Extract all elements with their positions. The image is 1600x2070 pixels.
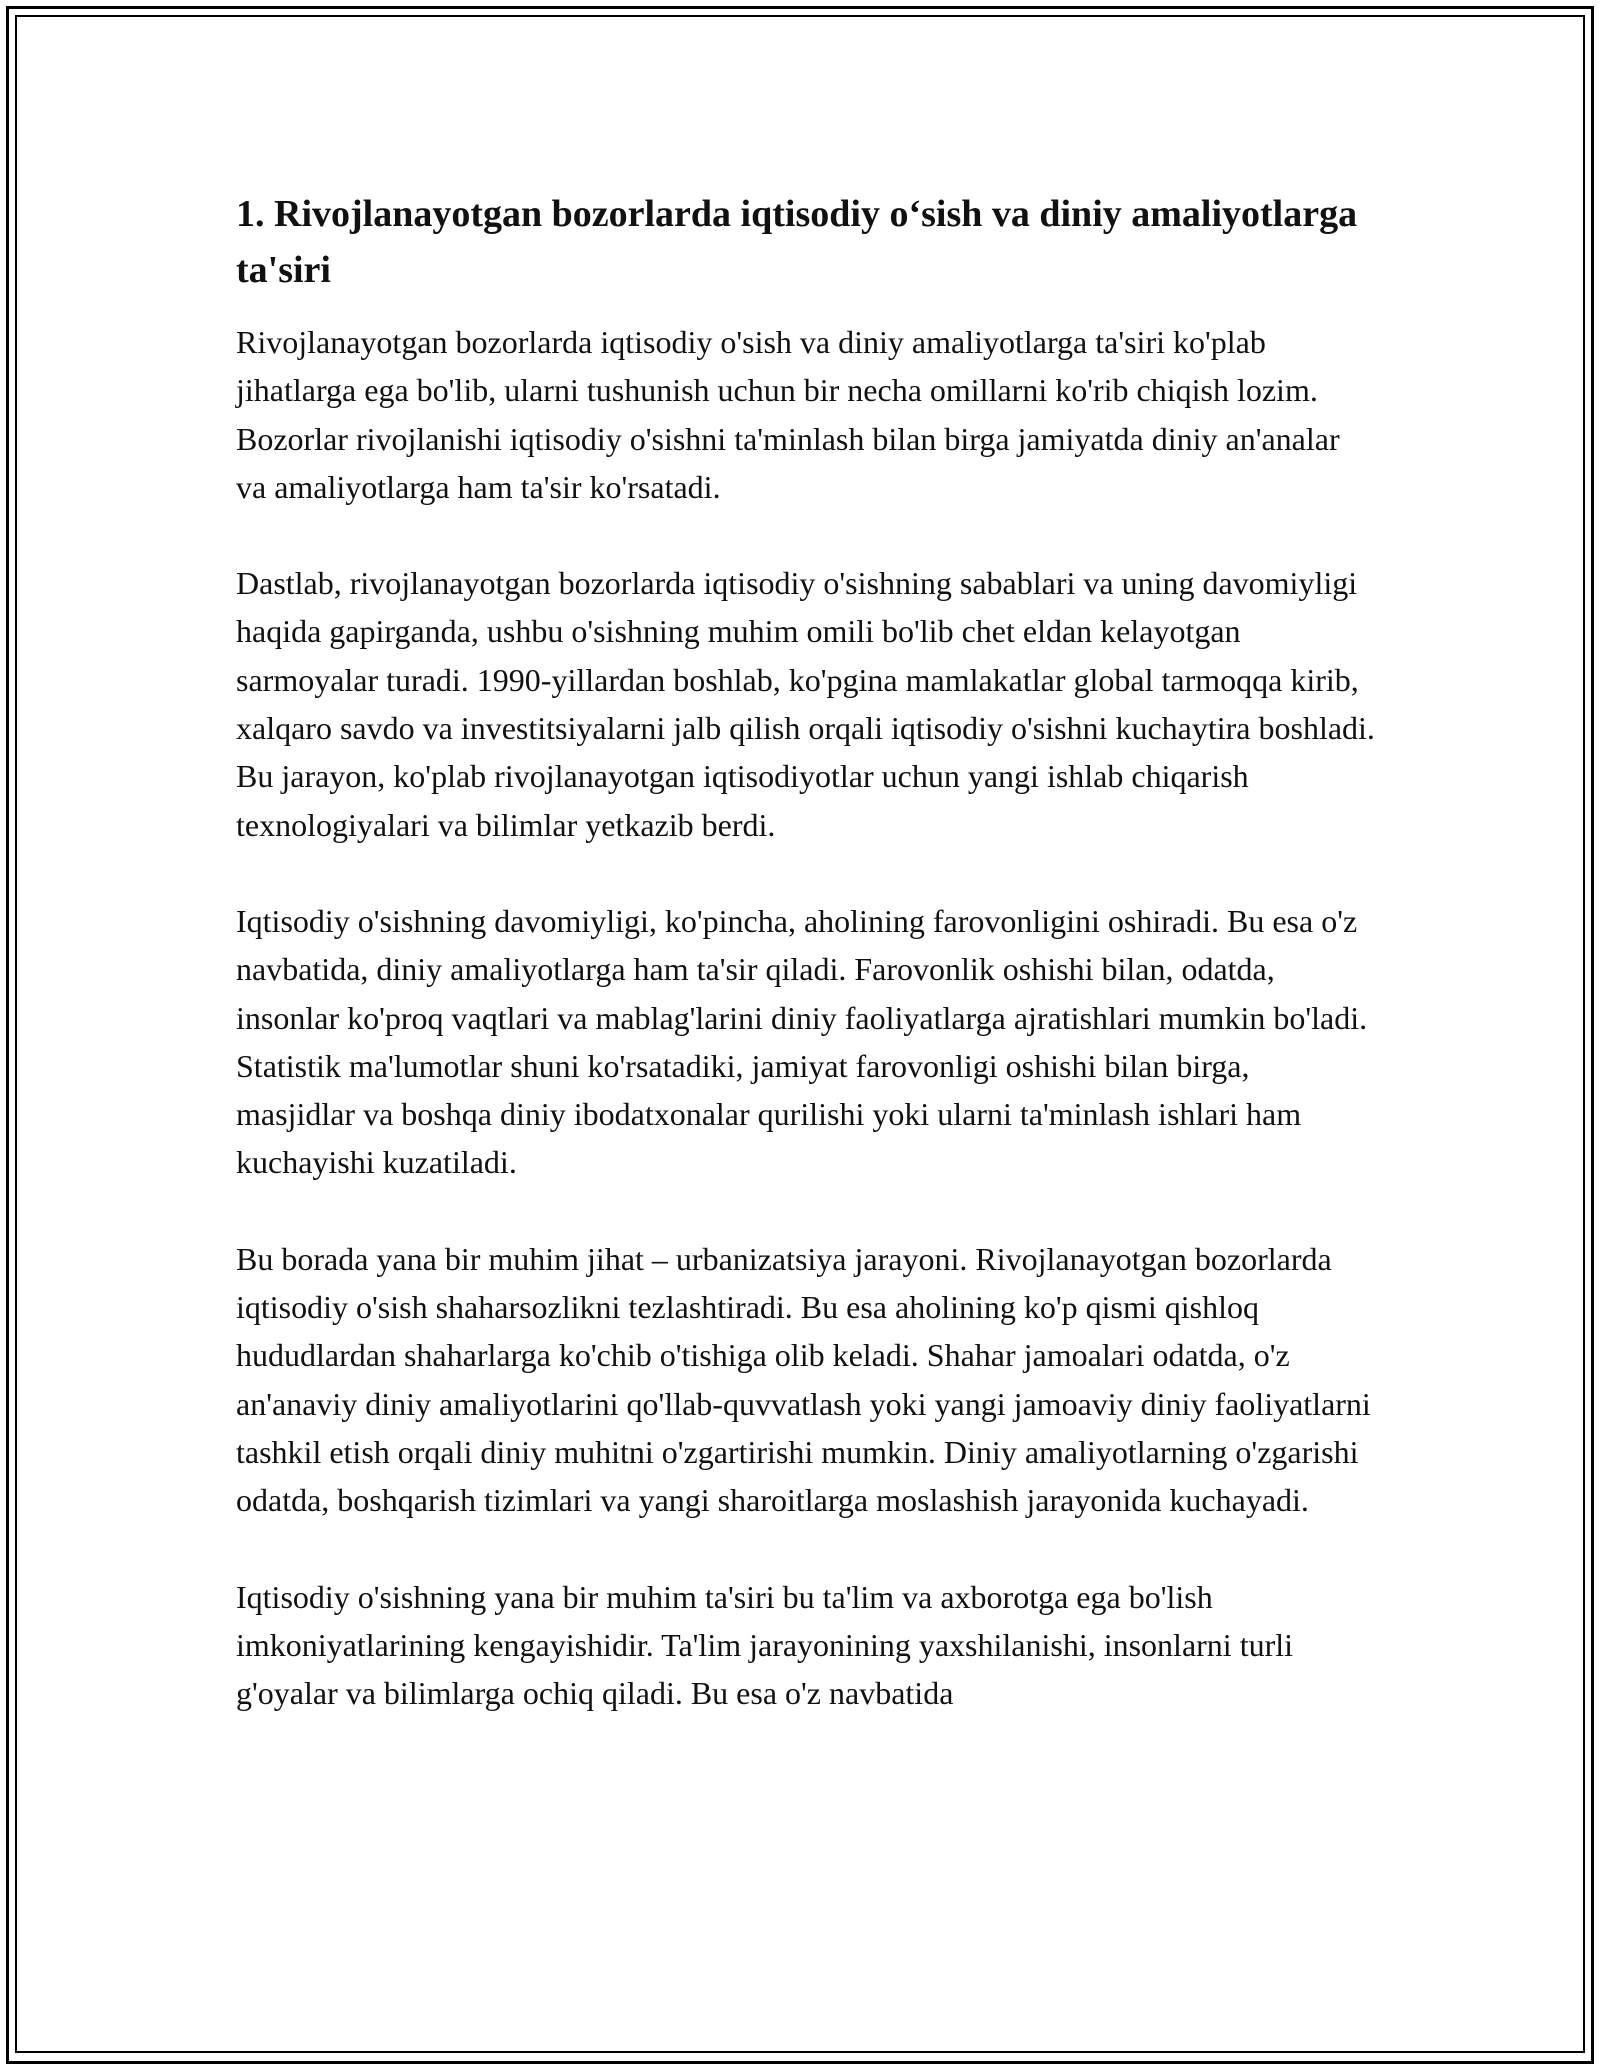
section-title: 1. Rivojlanayotgan bozorlarda iqtisodiy o‘sish va diniy amaliyotlarga ta'siri [236, 193, 1358, 291]
document-body [236, 186, 1376, 1765]
paragraph-2: Dastlab, rivojlanayotgan bozorlarda iqtisodiy o'sishning sabablari va uning davomiyligi haqida gapirganda, ushbu o'sishning muhim omili bo'lib chet eldan kelayotgan sarmoyalar turadi. 1990-yillardan boshlab, ko'pgina mamlakatlar global tarmoqqa kirib, xalqaro savdo va investitsiyalarni jalb qilish orqali iqtisodiy o'sishni kuchaytira boshladi. Bu jarayon, ko'plab rivojlanayotgan iqtisodiyotlar uchun yangi ishlab chiqarish texnologiyalari va bilimlar yetkazib berdi. [236, 565, 1375, 843]
paragraph-1: Rivojlanayotgan bozorlarda iqtisodiy o'sish va diniy amaliyotlarga ta'siri ko'plab jihatlarga ega bo'lib, ularni tushunish uchun bir necha omillarni ko'rib chiqish lozim. Bozorlar rivojlanishi iqtisodiy o'sishni ta'minlash bilan birga jamiyatda diniy an'analar va amaliyotlarga ham ta'sir ko'rsatadi. [236, 324, 1340, 505]
paragraph-3: Iqtisodiy o'sishning davomiyligi, ko'pincha, aholining farovonligini oshiradi. Bu esa o'z navbatida, diniy amaliyotlarga ham ta'sir qiladi. Farovonlik oshishi bilan, odatda, insonlar ko'proq vaqtlari va mablag'larini diniy faoliyatlarga ajratishlari mumkin bo'ladi. Statistik ma'lumotlar shuni ko'rsatadiki, jamiyat farovonligi oshishi bilan birga, masjidlar va boshqa diniy ibodatxonalar qurilishi yoki ularni ta'minlash ishlari ham kuchayishi kuzatiladi. [236, 902, 1368, 1181]
paragraph-5: Iqtisodiy o'sishning yana bir muhim ta'siri bu ta'lim va axborotga ega bo'lish imkoniyatlarining kengayishidir. Ta'lim jarayonining yaxshilanishi, insonlarni turli g'oyalar va bilimlarga ochiq qiladi. Bu esa o'z navbatida [236, 1578, 1294, 1712]
paragraph-4: Bu borada yana bir muhim jihat – urbanizatsiya jarayoni. Rivojlanayotgan bozorlarda iqtisodiy o'sish shaharsozlikni tezlashtiradi. Bu esa aholining ko'p qismi qishloq hududlardan shaharlarga ko'chib o'tishiga olib keladi. Shahar jamoalari odatda, o'z an'anaviy diniy amaliyotlarini qo'llab-quvvatlash yoki yangi jamoaviy diniy faoliyatlarni tashkil etish orqali diniy muhitni o'zgartirishi mumkin. Diniy amaliyotlarning o'zgarishi odatda, boshqarish tizimlari va yangi sharoitlarga moslashish jarayonida kuchayadi. [236, 1240, 1371, 1519]
